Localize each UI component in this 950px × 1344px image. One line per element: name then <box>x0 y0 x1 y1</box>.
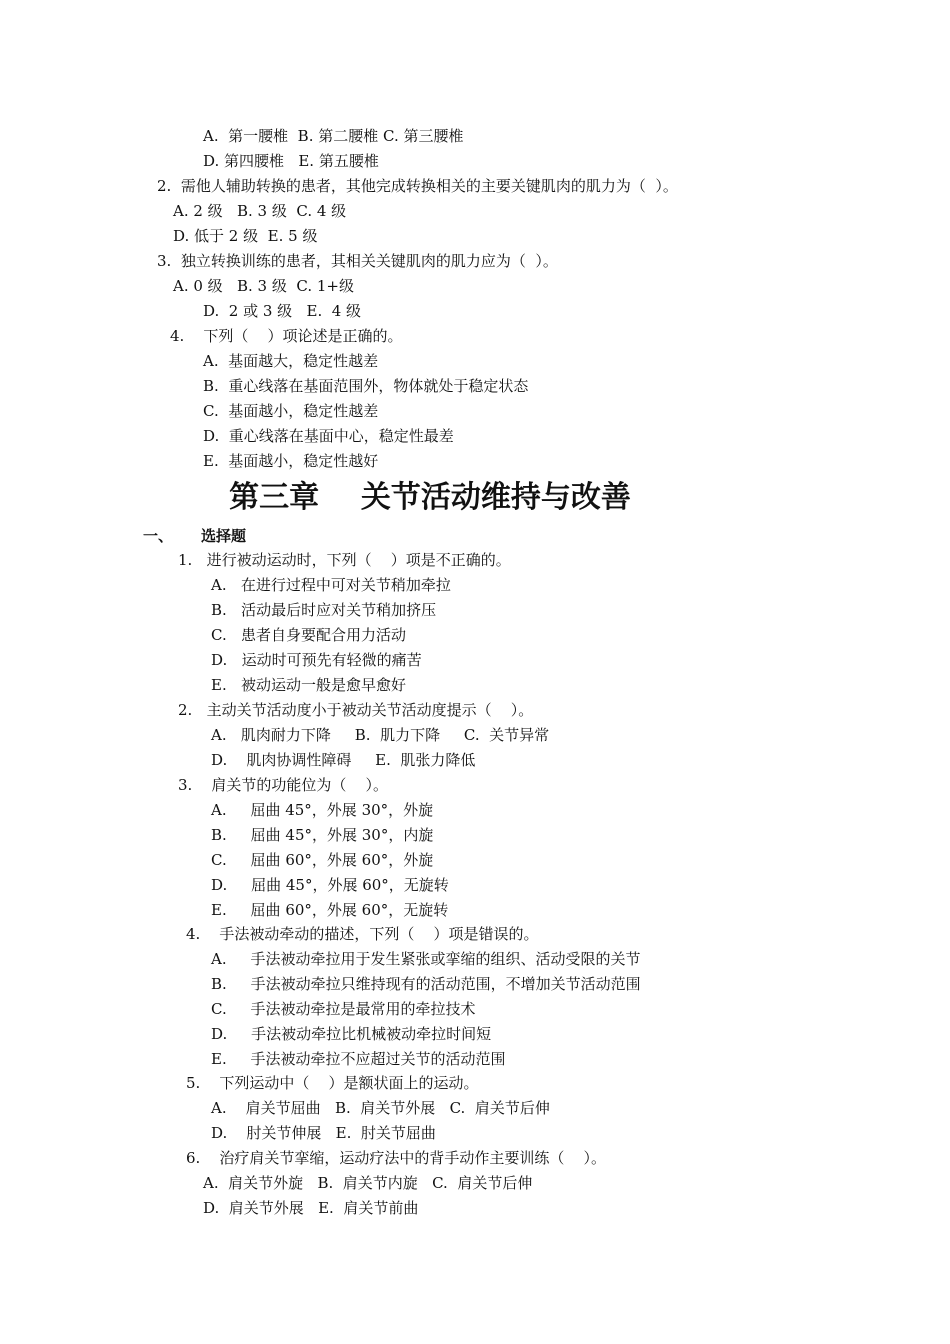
option-line: A. 0 级 B. 3 级 C. 1+级 <box>173 277 354 295</box>
chapter-title: 第三章 关节活动维持与改善 <box>229 480 631 515</box>
question-line: 1. 进行被动运动时，下列（ ）项是不正确的。 <box>178 551 511 569</box>
option-line: E. 基面越小，稳定性越好 <box>203 452 379 470</box>
option-line: D. 运动时可预先有轻微的痛苦 <box>211 651 422 669</box>
option-line: D. 肌肉协调性障碍 E. 肌张力降低 <box>211 751 476 769</box>
option-line: A. 2 级 B. 3 级 C. 4 级 <box>173 202 347 220</box>
option-line: A. 手法被动牵拉用于发生紧张或挛缩的组织、活动受限的关节 <box>211 950 641 968</box>
option-line: C. 屈曲 60°，外展 60°，外旋 <box>211 851 434 869</box>
option-line: B. 活动最后时应对关节稍加挤压 <box>211 601 437 619</box>
question-line: 4. 下列（ ）项论述是正确的。 <box>170 327 403 345</box>
option-line: A. 肩关节外旋 B. 肩关节内旋 C. 肩关节后伸 <box>203 1174 533 1192</box>
question-line: 2. 主动关节活动度小于被动关节活动度提示（ ）。 <box>178 701 534 719</box>
option-line: D. 手法被动牵拉比机械被动牵拉时间短 <box>211 1025 492 1043</box>
question-line: 2. 需他人辅助转换的患者，其他完成转换相关的主要关键肌肉的肌力为（ ）。 <box>157 177 678 195</box>
question-line: 6. 治疗肩关节挛缩，运动疗法中的背手动作主要训练（ ）。 <box>186 1149 606 1167</box>
question-line: 5. 下列运动中（ ）是额状面上的运动。 <box>186 1074 479 1092</box>
option-line: D. 屈曲 45°，外展 60°，无旋转 <box>211 876 449 894</box>
option-line: D. 肩关节外展 E. 肩关节前曲 <box>203 1199 419 1217</box>
option-line: A. 肩关节屈曲 B. 肩关节外展 C. 肩关节后伸 <box>211 1099 550 1117</box>
option-line: E. 手法被动牵拉不应超过关节的活动范围 <box>211 1050 506 1068</box>
option-line: B. 重心线落在基面范围外，物体就处于稳定状态 <box>203 377 529 395</box>
section-heading: 选择题 <box>201 527 247 545</box>
option-line: D. 肘关节伸展 E. 肘关节屈曲 <box>211 1124 436 1142</box>
option-line: B. 手法被动牵拉只维持现有的活动范围，不增加关节活动范围 <box>211 975 641 993</box>
question-line: 3. 独立转换训练的患者，其相关关键肌肉的肌力应为（ ）。 <box>157 252 558 270</box>
option-line: D. 重心线落在基面中心，稳定性最差 <box>203 427 454 445</box>
option-line: D. 低于 2 级 E. 5 级 <box>173 227 318 245</box>
option-line: E. 屈曲 60°，外展 60°，无旋转 <box>211 901 449 919</box>
question-line: 4. 手法被动牵动的描述，下列（ ）项是错误的。 <box>186 925 539 943</box>
section-number: 一、 <box>143 527 174 545</box>
option-line: A. 第一腰椎 B. 第二腰椎 C. 第三腰椎 <box>203 127 464 145</box>
option-line: C. 手法被动牵拉是最常用的牵拉技术 <box>211 1000 476 1018</box>
option-line: B. 屈曲 45°，外展 30°，内旋 <box>211 826 434 844</box>
option-line: A. 基面越大，稳定性越差 <box>203 352 379 370</box>
option-line: A. 在进行过程中可对关节稍加牵拉 <box>211 576 451 594</box>
option-line: C. 患者自身要配合用力活动 <box>211 626 407 644</box>
option-line: D. 2 或 3 级 E. 4 级 <box>203 302 362 320</box>
option-line: A. 肌肉耐力下降 B. 肌力下降 C. 关节异常 <box>211 726 550 744</box>
option-line: A. 屈曲 45°，外展 30°，外旋 <box>211 801 434 819</box>
option-line: D. 第四腰椎 E. 第五腰椎 <box>203 152 379 170</box>
option-line: E. 被动运动一般是愈早愈好 <box>211 676 407 694</box>
option-line: C. 基面越小，稳定性越差 <box>203 402 379 420</box>
question-line: 3. 肩关节的功能位为（ ）。 <box>178 776 388 794</box>
